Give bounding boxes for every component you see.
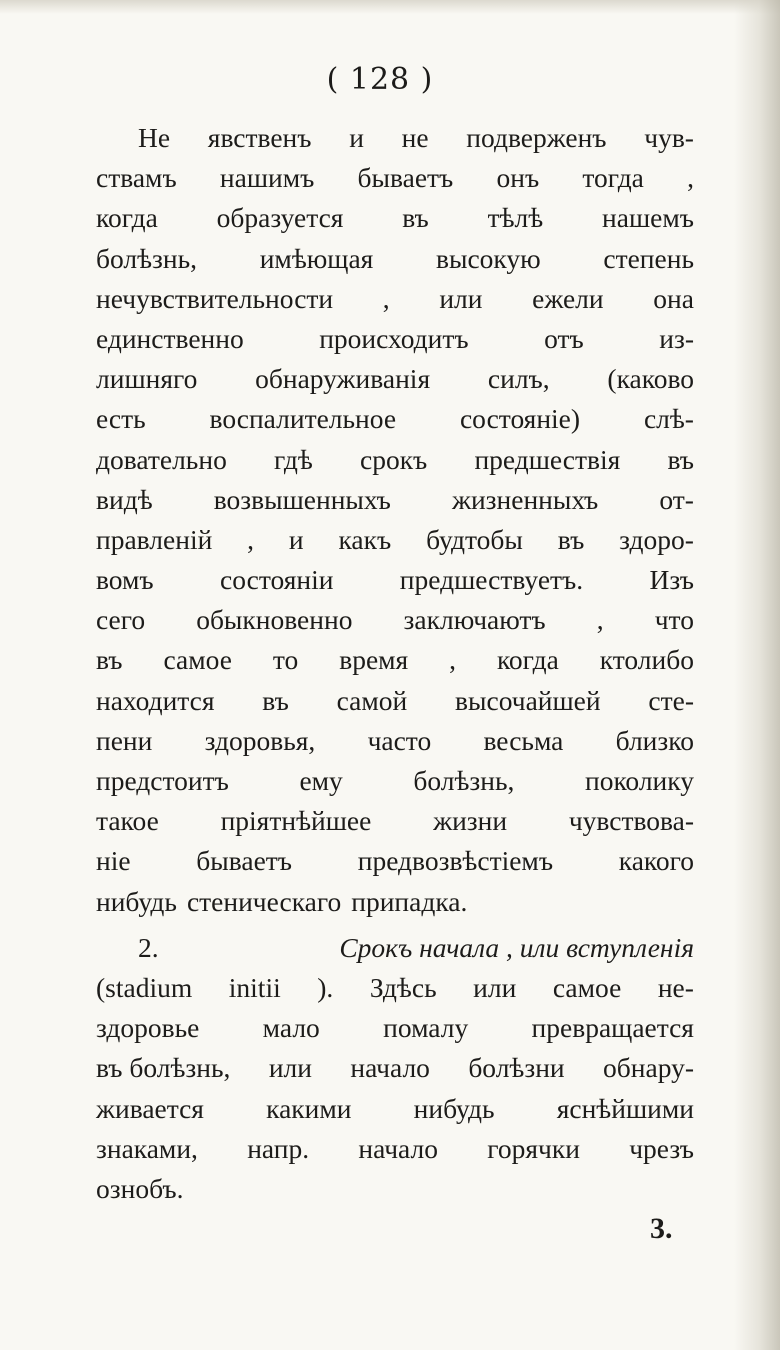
word: не- <box>657 971 694 1003</box>
word: припадка. <box>351 885 468 917</box>
word: въ <box>96 644 123 676</box>
word: (stadium <box>96 971 193 1003</box>
word: высочайшей <box>455 684 601 716</box>
text-line <box>96 239 694 279</box>
word: чув- <box>644 122 694 153</box>
word: начало <box>350 1052 430 1084</box>
word: (каково <box>607 363 694 395</box>
text-line <box>96 399 694 439</box>
word: отъ <box>544 322 584 354</box>
paragraph-2-heading-line <box>96 928 694 968</box>
word: время <box>339 644 409 676</box>
word: нашимъ <box>219 162 315 194</box>
paragraph-2 <box>96 968 694 1209</box>
word: видѣ <box>96 483 153 515</box>
word: ніе <box>96 845 131 877</box>
text-line <box>96 158 694 198</box>
word: Не <box>138 122 171 153</box>
word: когда <box>496 644 559 676</box>
word: она <box>653 282 694 314</box>
text-line <box>96 279 694 319</box>
word: или <box>439 282 483 314</box>
word: начало <box>358 1132 438 1164</box>
word: какъ <box>338 523 392 555</box>
word: есть <box>96 403 146 435</box>
word: нечувствительности <box>96 282 334 314</box>
text-line <box>96 761 694 801</box>
word: предстоитъ <box>96 765 229 796</box>
text-line <box>96 198 694 238</box>
word: живается <box>96 1092 204 1124</box>
word: предшествуетъ. <box>399 564 584 596</box>
word: такое <box>96 805 159 837</box>
word: болѣзнь, <box>413 765 515 796</box>
word: , <box>382 282 390 314</box>
word: болѣзни <box>468 1052 565 1084</box>
word: силъ, <box>487 363 550 395</box>
word: здоровье <box>96 1012 200 1044</box>
word: сего <box>96 604 146 636</box>
text-line <box>96 681 694 721</box>
word: помалу <box>383 1012 469 1044</box>
word: въ <box>262 684 289 716</box>
word: гдѣ <box>273 443 313 475</box>
word: горячки <box>487 1132 580 1164</box>
word: высокую <box>436 242 541 274</box>
word: предвозвѣстіемъ <box>357 845 554 877</box>
word: , <box>596 604 604 636</box>
text-line <box>96 1129 694 1169</box>
word: имѣющая <box>259 242 374 274</box>
word: бываетъ <box>357 162 454 194</box>
text-line <box>96 319 694 359</box>
word: предшествія <box>474 443 621 475</box>
word: слѣ- <box>643 403 694 435</box>
word: самое <box>552 971 622 1003</box>
word: заключаютъ <box>403 604 546 636</box>
word: чрезъ <box>629 1132 694 1164</box>
word: нашемъ <box>602 202 694 234</box>
word: какого <box>618 845 694 877</box>
word: явственъ <box>207 122 312 153</box>
paragraph-2-heading: Срокъ начала , или вступленія <box>339 931 694 963</box>
word: находится <box>96 684 215 716</box>
word: срокъ <box>359 443 428 475</box>
text-line <box>96 1008 694 1048</box>
page-number: ( 128 ) <box>326 62 434 97</box>
word: онъ <box>496 162 540 194</box>
word: ему <box>299 765 343 796</box>
word: initii <box>228 971 281 1003</box>
word: стеническаго <box>186 885 342 917</box>
word: и <box>288 523 304 555</box>
text-line <box>96 1048 694 1088</box>
word: сте- <box>648 684 694 716</box>
word: въ болѣзнь, <box>96 1052 231 1084</box>
word: довательно <box>96 443 227 475</box>
word: жизненныхъ <box>451 483 599 515</box>
paragraph-1 <box>96 118 694 922</box>
word: из- <box>659 322 694 354</box>
word: въ <box>402 202 429 234</box>
word: тѣлѣ <box>487 202 544 234</box>
word: нибудь <box>413 1092 495 1124</box>
word: , <box>247 523 255 555</box>
word: возвышенныхъ <box>213 483 391 515</box>
word: здоровья, <box>204 724 316 756</box>
text-line <box>96 841 694 881</box>
word: и <box>349 122 364 153</box>
word: происходитъ <box>319 322 469 354</box>
word: ствамъ <box>96 162 177 194</box>
text-line <box>96 560 694 600</box>
text-line <box>96 1089 694 1129</box>
word: тогда <box>582 162 644 194</box>
word: ). <box>317 971 334 1003</box>
word: превращается <box>531 1012 694 1044</box>
word: то <box>272 644 299 676</box>
word: когда <box>96 202 158 234</box>
word: лишняго <box>96 363 198 395</box>
word: весьма <box>483 724 564 756</box>
text-line <box>96 882 694 922</box>
text-line <box>96 520 694 560</box>
text-line <box>96 801 694 841</box>
word: обыкновенно <box>196 604 353 636</box>
word: обнару- <box>603 1052 694 1084</box>
word: или <box>473 971 517 1003</box>
word: ежели <box>532 282 604 314</box>
word: состояніе) <box>459 403 581 435</box>
word: или <box>268 1052 312 1084</box>
word: самое <box>163 644 232 676</box>
catchword: 3. <box>650 1212 673 1245</box>
word: часто <box>367 724 432 756</box>
text-line <box>96 440 694 480</box>
word: жизни <box>433 805 508 837</box>
word: воспалительное <box>209 403 397 435</box>
word: не <box>401 122 429 153</box>
word: состояніи <box>220 564 334 596</box>
word: знаками, <box>96 1132 198 1164</box>
word: какими <box>266 1092 352 1124</box>
word: образуется <box>216 202 344 234</box>
word: Здѣсь <box>369 971 437 1003</box>
word: нибудь <box>96 885 177 917</box>
word: яснѣйшими <box>556 1092 694 1124</box>
word: мало <box>262 1012 320 1044</box>
body-text <box>96 118 694 1209</box>
text-line <box>96 480 694 520</box>
word: чувствова- <box>568 805 694 837</box>
page-top-edge <box>0 0 780 14</box>
word: напр. <box>247 1132 310 1164</box>
word: , <box>449 644 457 676</box>
word: самой <box>336 684 408 716</box>
text-line <box>96 1169 694 1209</box>
word: подверженъ <box>466 122 607 153</box>
text-line <box>96 721 694 761</box>
word: степень <box>603 242 694 274</box>
word: обнаруживанія <box>255 363 431 395</box>
word: , <box>687 162 694 194</box>
word: здоро- <box>619 523 694 555</box>
word: болѣзнь, <box>96 242 198 274</box>
word: ктолибо <box>599 644 694 676</box>
word: пени <box>96 724 153 756</box>
text-line <box>96 118 694 158</box>
word: от- <box>659 483 694 515</box>
text-line <box>96 359 694 399</box>
word: поколику <box>585 765 694 796</box>
paragraph-2-number: 2. <box>138 931 159 963</box>
word: бываетъ <box>196 845 293 877</box>
text-line <box>96 968 694 1008</box>
text-line <box>96 640 694 680</box>
word: будтобы <box>426 523 523 555</box>
word: ознобъ. <box>96 1172 184 1204</box>
page-edge-shadow <box>734 0 780 1350</box>
word: въ <box>667 443 694 475</box>
word: что <box>654 604 694 636</box>
word: Изъ <box>649 564 694 596</box>
text-line <box>96 600 694 640</box>
word: единственно <box>96 322 244 354</box>
word: правленій <box>96 523 213 555</box>
word: вомъ <box>96 564 154 596</box>
word: въ <box>557 523 585 555</box>
word: близко <box>615 724 694 756</box>
word: пріятнѣйшее <box>220 805 372 837</box>
